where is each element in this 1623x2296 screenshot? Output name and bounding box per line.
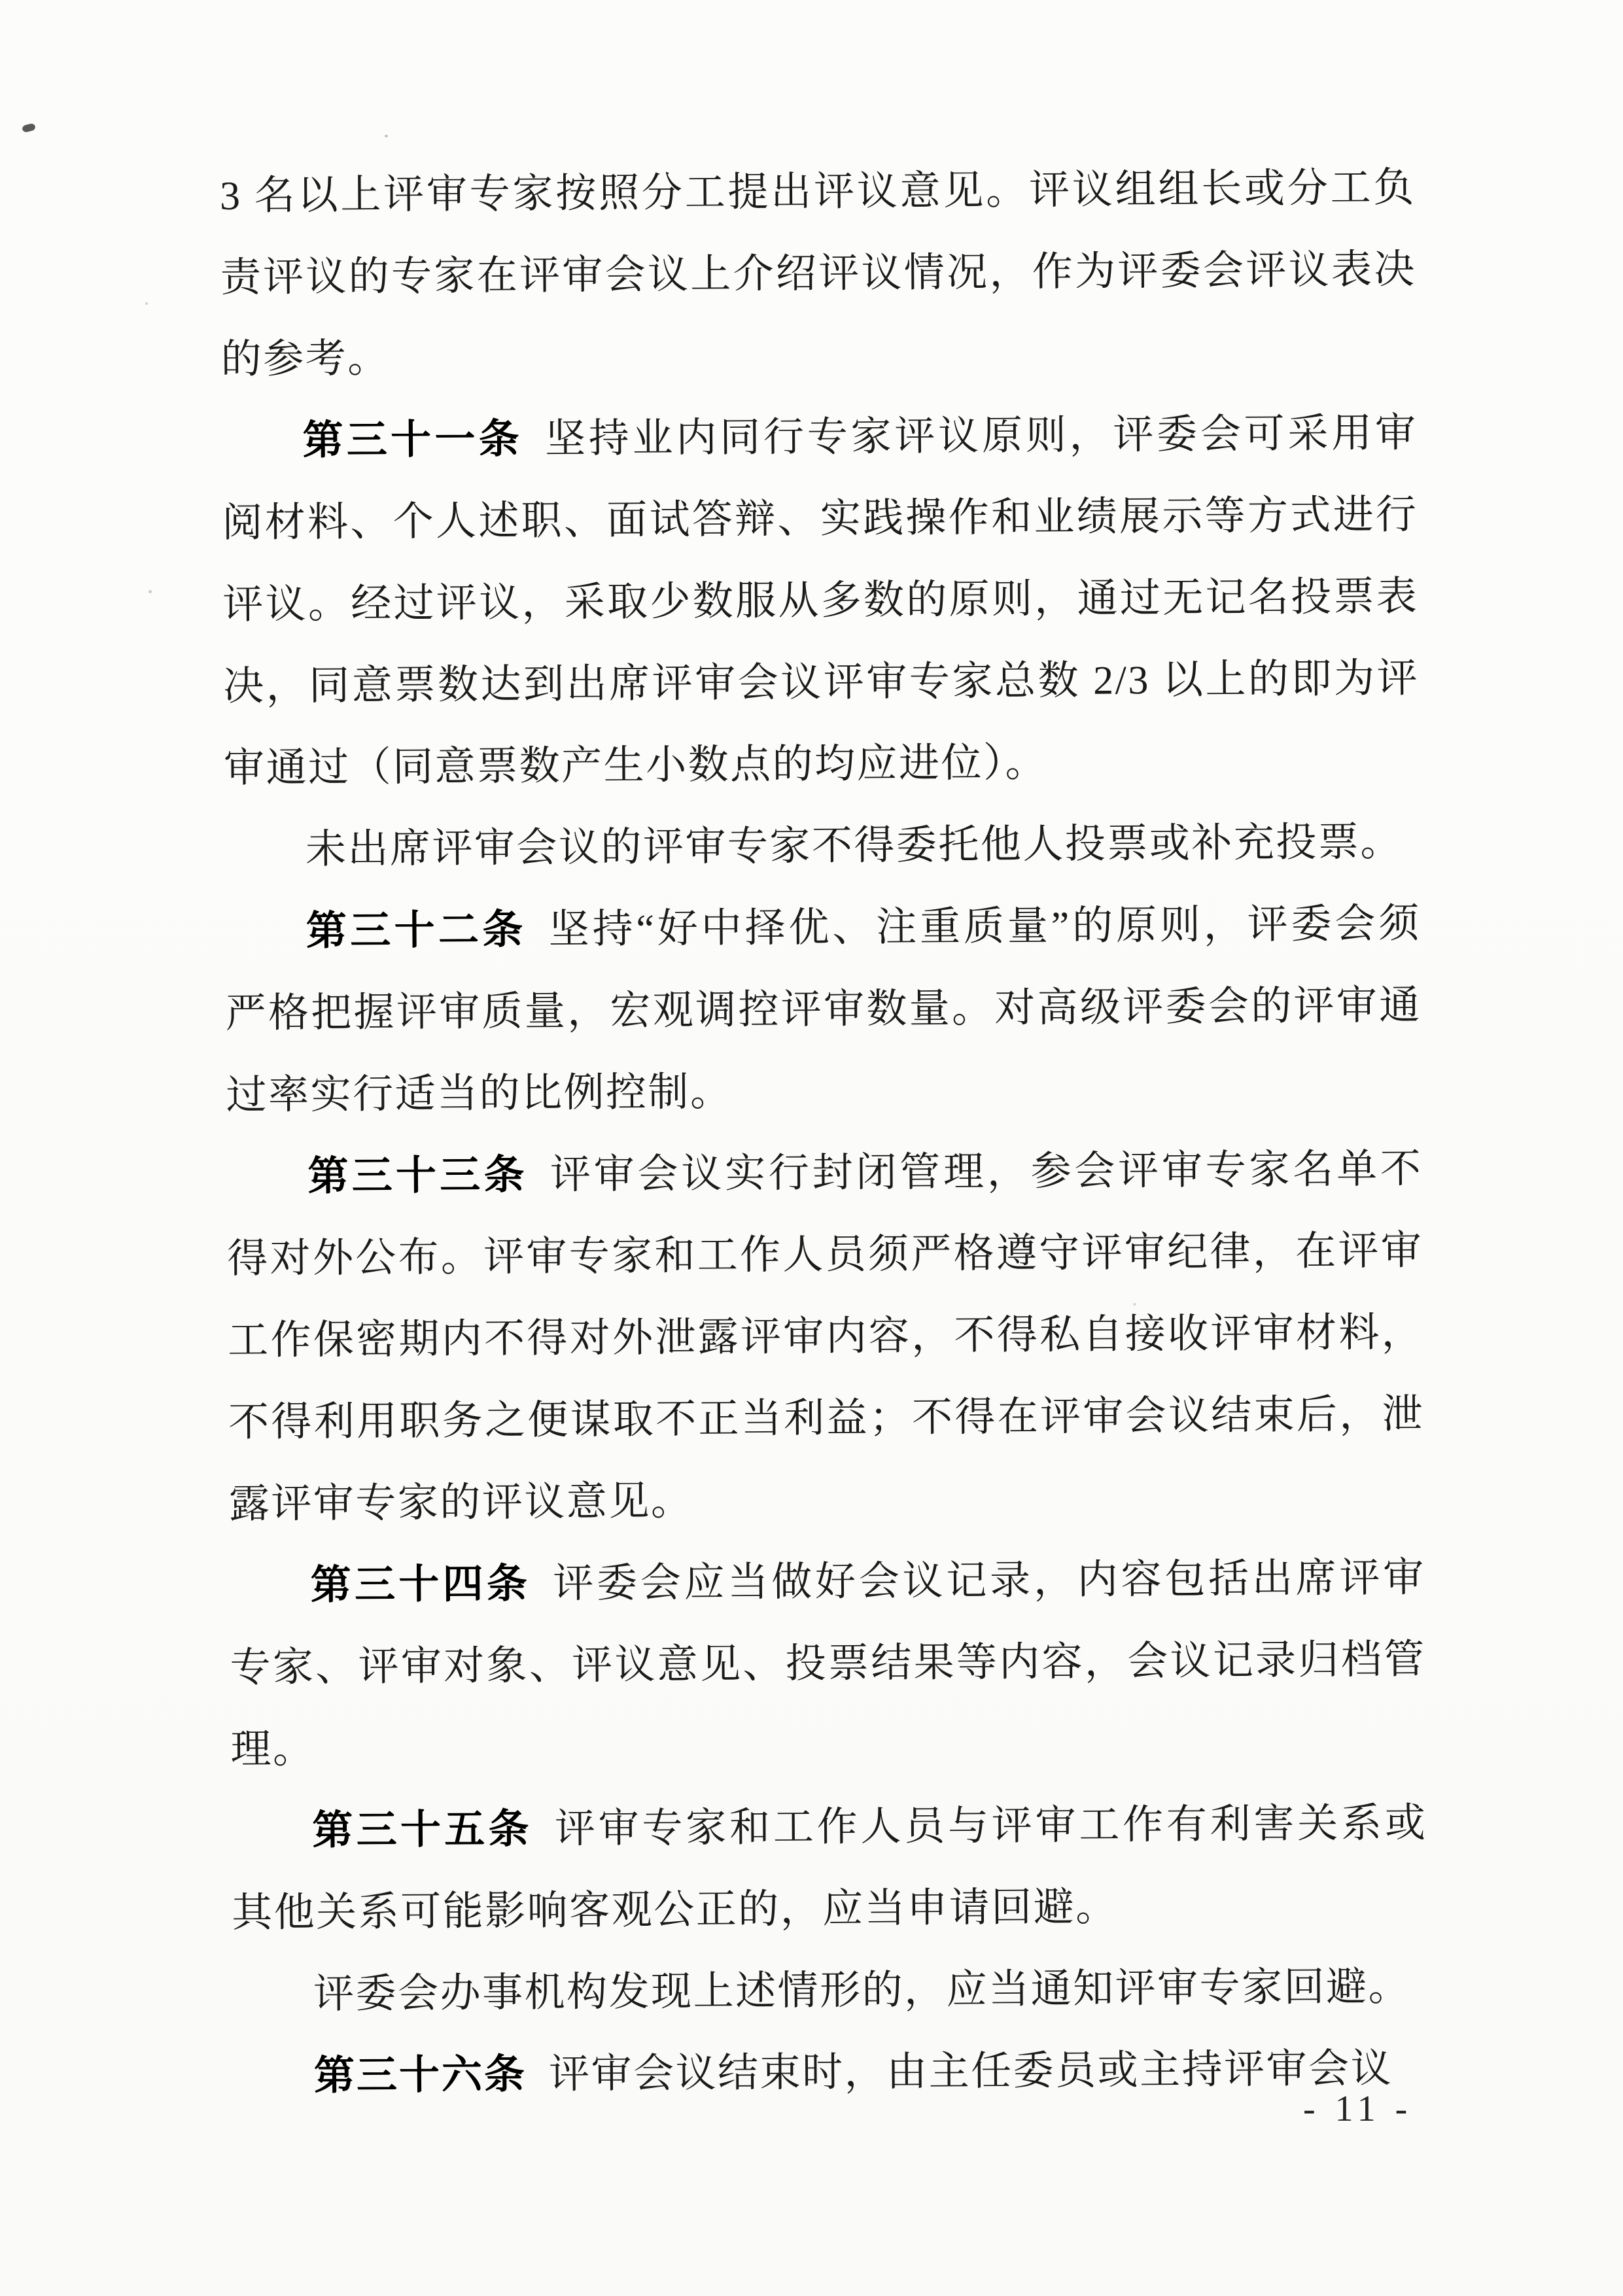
paragraph-text: 评审专家和工作人员与评审工作有利害关系或其他关系可能影响客观公正的，应当申请回避。 (232, 1801, 1427, 1936)
paragraph (224, 883, 1422, 1137)
article-number: 第三十一条 (302, 417, 523, 464)
paragraph (226, 1128, 1425, 1546)
scan-speck (385, 135, 388, 137)
paragraph (233, 2028, 1429, 2118)
paragraph-text: 评委会应当做好会议记录，内容包括出席评审专家、评审对象、评议意见、投票结果等内容，会议记录归档管理。 (230, 1556, 1426, 1772)
article-number: 第三十五条 (312, 1807, 533, 1854)
article-number: 第三十二条 (305, 907, 527, 954)
scan-speck (145, 302, 148, 305)
paragraph-text: 坚持“好中择优、注重质量”的原则，评委会须严格把握评审质量，宏观调控评审数量。对高级评委会的评审通过率实行适当的比例控制。 (225, 901, 1422, 1119)
paragraph-text: 未出席评审会议的评审专家不得委托他人投票或补充投票。 (305, 820, 1403, 873)
paragraph (231, 1783, 1428, 1955)
article-number: 第三十四条 (310, 1561, 531, 1609)
paragraph (221, 392, 1420, 810)
paragraph (229, 1537, 1427, 1791)
paragraph-text: 3 名以上评审专家按照分工提出评议意见。评议组组长或分工负责评议的专家在评审会议上介绍评议情况，作为评委会评议表决的参考。 (219, 165, 1417, 383)
scan-speck (148, 590, 152, 593)
paragraph-text: 评委会办事机构发现上述情形的，应当通知评审专家回避。 (313, 1964, 1411, 2017)
paragraph (220, 147, 1418, 401)
article-number: 第三十三条 (307, 1153, 529, 1200)
scan-speck (22, 123, 36, 133)
paragraph-text: 评审会议结束时，由主任委员或主持评审会议 (548, 2046, 1393, 2097)
body-text (220, 147, 1429, 2118)
paragraph-text: 坚持业内同行专家评议原则，评委会可采用审阅材料、个人述职、面试答辩、实践操作和业绩展示等方式进行评议。经过评议，采取少数服从多数的原则，通过无记名投票表决，同意票数达到出席评审会议评审专家总数 2/3 以上的即为评审通过（同意票数产生小数点的均应进位）。 (222, 411, 1420, 791)
page-number: - 11 - (1303, 2089, 1413, 2129)
paragraph (224, 801, 1421, 892)
article-number: 第三十六条 (313, 2052, 527, 2099)
paragraph (232, 1946, 1429, 2036)
paragraph-text: 评审会议实行封闭管理，参会评审专家名单不得对外公布。评审专家和工作人员须严格遵守评审纪律，在评审工作保密期内不得对外泄露评审内容，不得私自接收评审材料，不得利用职务之便谋取不正当利益；不得在评审会议结束后，泄露评审专家的评议意见。 (227, 1147, 1425, 1527)
